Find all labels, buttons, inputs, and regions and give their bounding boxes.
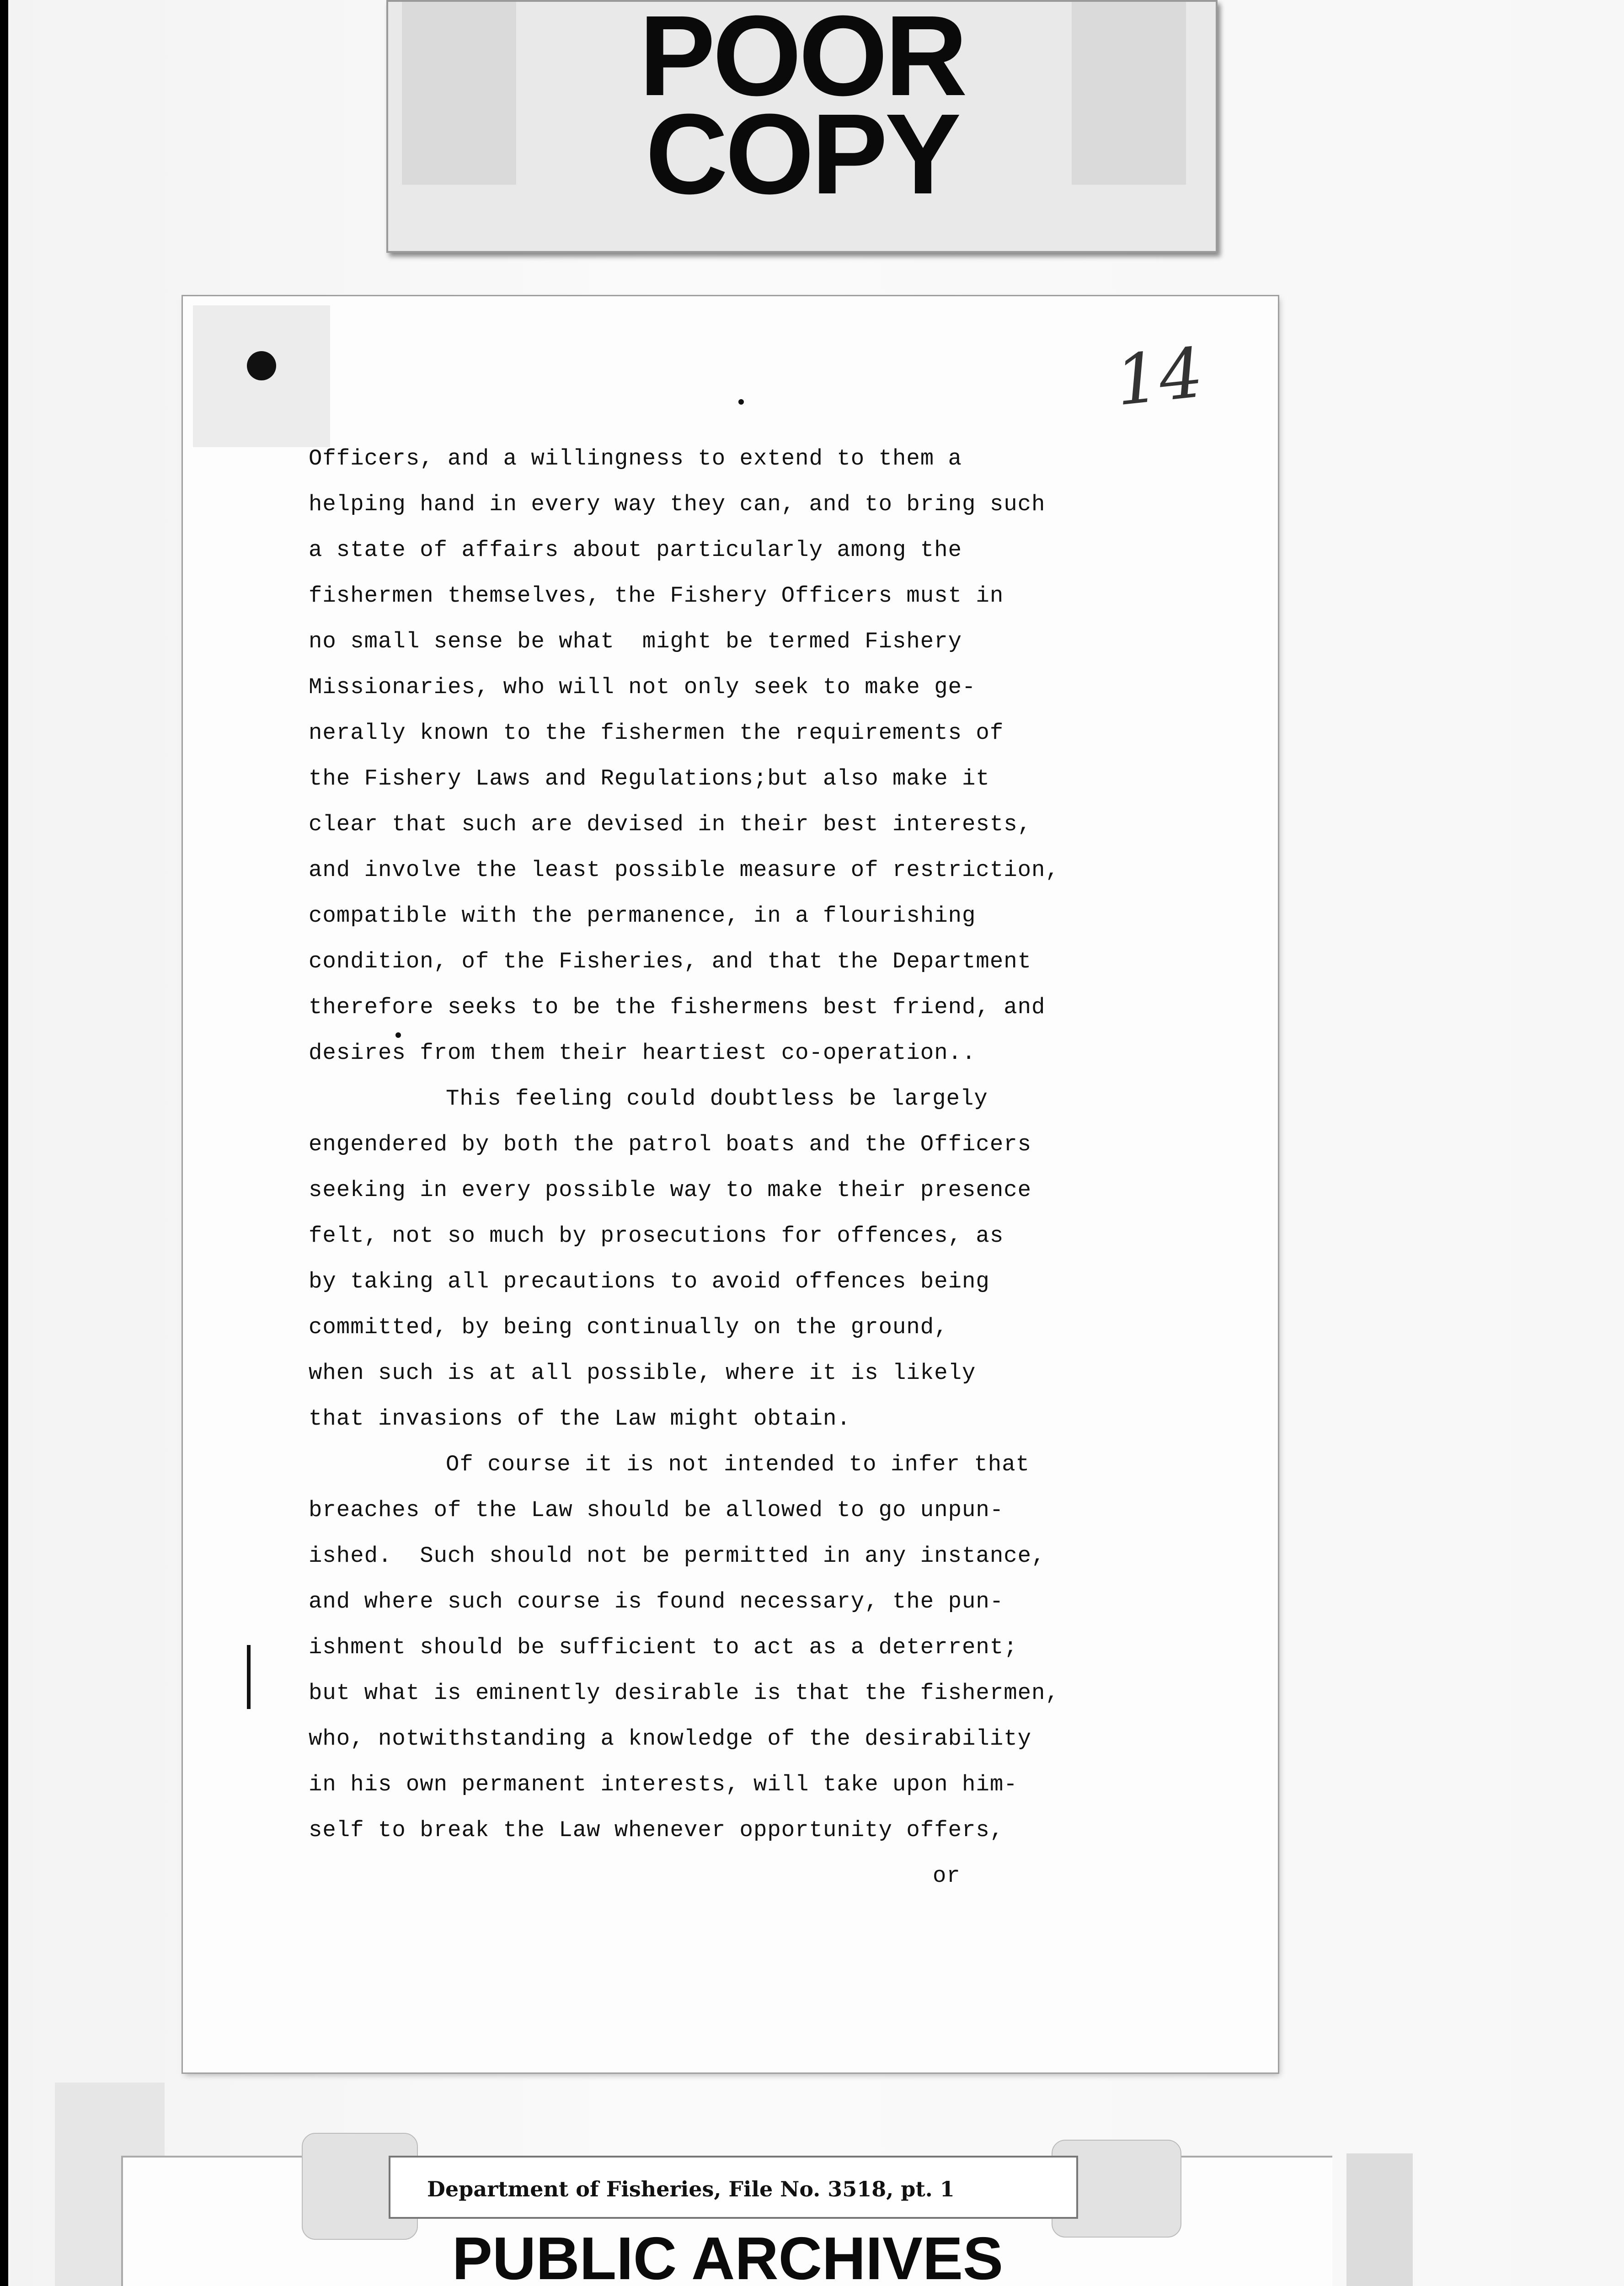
poor-copy-label — [386, 0, 1218, 253]
text-line: felt, not so much by prosecutions for offences, as — [309, 1223, 1004, 1249]
text-line: ished. Such should not be permitted in any instance, — [309, 1543, 1046, 1569]
text-line: engendered by both the patrol boats and the Officers — [309, 1132, 1032, 1157]
file-reference: Department of Fisheries, File No. 3518, pt. 1 — [427, 2177, 955, 2201]
text-line: the Fishery Laws and Regulations;but also make it — [309, 766, 990, 791]
text-line: fishermen themselves, the Fishery Officers must in — [309, 583, 1004, 609]
archives-line-english: PUBLIC ARCHIVES — [452, 2225, 1004, 2286]
text-line: Of course it is not intended to infer that — [446, 1452, 1030, 1477]
document-page — [183, 296, 1278, 2072]
text-line: no small sense be what might be termed Fishery — [309, 629, 962, 654]
text-line: seeking in every possible way to make their presence — [309, 1177, 1032, 1203]
tape-right-edge — [1346, 2153, 1413, 2286]
text-line: in his own permanent interests, will take upon him- — [309, 1772, 1018, 1797]
punch-hole — [247, 351, 276, 380]
text-line: desires from them their heartiest co-operation.. — [309, 1040, 976, 1066]
text-line: Officers, and a willingness to extend to them a — [309, 446, 962, 471]
text-line: committed, by being continually on the ground, — [309, 1314, 948, 1340]
file-reference-strip — [389, 2156, 1078, 2219]
text-line: but what is eminently desirable is that the fishermen, — [309, 1680, 1059, 1706]
text-line: by taking all precautions to avoid offences being — [309, 1269, 990, 1294]
text-line: nerally known to the fishermen the requirements of — [309, 720, 1004, 746]
text-line: This feeling could doubtless be largely — [446, 1086, 988, 1111]
ink-dot — [738, 399, 744, 405]
text-line: when such is at all possible, where it is likely — [309, 1360, 976, 1386]
text-line: ishment should be sufficient to act as a deterrent; — [309, 1634, 1018, 1660]
text-line: that invasions of the Law might obtain. — [309, 1406, 851, 1431]
text-line: a state of affairs about particularly among the — [309, 537, 962, 563]
poor-copy-line-1: POOR — [639, 0, 965, 119]
text-line: Missionaries, who will not only seek to make ge- — [309, 674, 976, 700]
text-line: helping hand in every way they can, and to bring such — [309, 491, 1046, 517]
poor-copy-line-2: COPY — [645, 90, 959, 218]
text-line: who, notwithstanding a knowledge of the desirability — [309, 1726, 1032, 1752]
text-line: and where such course is found necessary, the pun- — [309, 1589, 1004, 1614]
margin-mark — [247, 1645, 251, 1709]
text-line: self to break the Law whenever opportunity offers, — [309, 1817, 1004, 1843]
text-line: clear that such are devised in their best interests, — [309, 812, 1032, 837]
text-line: compatible with the permanence, in a flourishing — [309, 903, 976, 929]
ink-dot — [395, 1032, 401, 1038]
text-line: and involve the least possible measure of restriction, — [309, 857, 1059, 883]
text-line: or — [933, 1863, 961, 1889]
text-line: condition, of the Fisheries, and that the Department — [309, 949, 1032, 974]
text-line: breaches of the Law should be allowed to go unpun- — [309, 1497, 1004, 1523]
text-line: therefore seeks to be the fishermens best friend, and — [309, 994, 1046, 1020]
handwritten-page-number: 14 — [1111, 333, 1207, 422]
